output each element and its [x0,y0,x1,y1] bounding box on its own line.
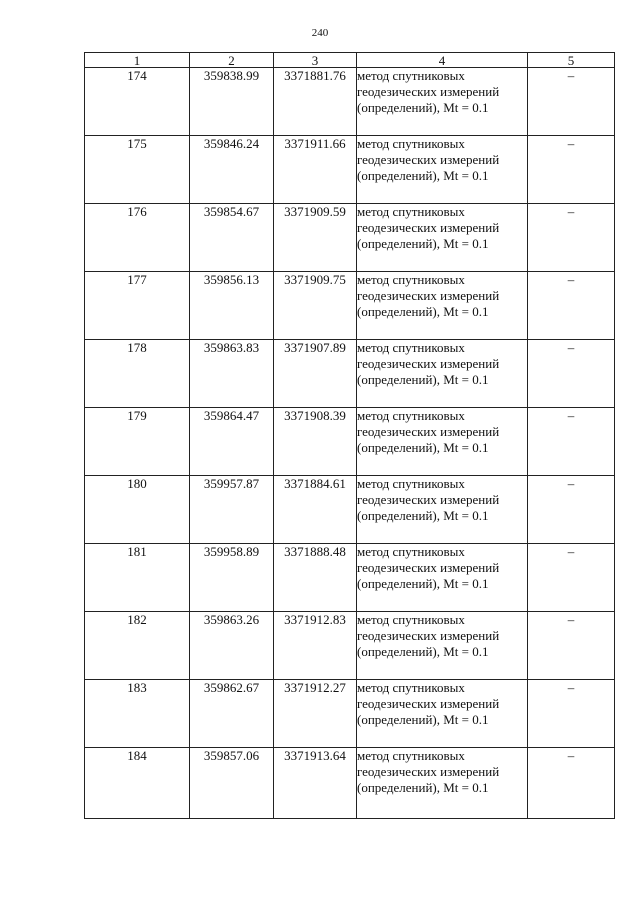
x-coordinate-cell: 359838.99 [190,68,274,136]
y-coordinate-cell: 3371888.48 [274,544,357,612]
header-col-3: 3 [274,53,357,68]
y-coordinate-cell: 3371913.64 [274,748,357,819]
table-row [85,476,615,544]
method-cell: метод спутниковых геодезических измерений (определений), Mt = 0.1 [357,408,528,476]
method-cell: метод спутниковых геодезических измерений (определений), Mt = 0.1 [357,204,528,272]
x-coordinate-cell: 359957.87 [190,476,274,544]
note-cell: – [528,612,615,680]
header-row [85,53,615,68]
table-row [85,68,615,136]
y-coordinate-cell: 3371881.76 [274,68,357,136]
y-coordinate-cell: 3371909.75 [274,272,357,340]
point-number-cell: 174 [85,68,190,136]
point-number-cell: 181 [85,544,190,612]
point-number-cell: 175 [85,136,190,204]
table-row [85,340,615,408]
method-cell: метод спутниковых геодезических измерений (определений), Mt = 0.1 [357,68,528,136]
x-coordinate-cell: 359857.06 [190,748,274,819]
table-row [85,408,615,476]
x-coordinate-cell: 359846.24 [190,136,274,204]
note-cell: – [528,272,615,340]
method-cell: метод спутниковых геодезических измерений (определений), Mt = 0.1 [357,136,528,204]
point-number-cell: 184 [85,748,190,819]
point-number-cell: 182 [85,612,190,680]
y-coordinate-cell: 3371908.39 [274,408,357,476]
note-cell: – [528,748,615,819]
point-number-cell: 176 [85,204,190,272]
table-row [85,136,615,204]
method-cell: метод спутниковых геодезических измерений (определений), Mt = 0.1 [357,340,528,408]
note-cell: – [528,476,615,544]
header-col-2: 2 [190,53,274,68]
y-coordinate-cell: 3371907.89 [274,340,357,408]
note-cell: – [528,136,615,204]
note-cell: – [528,680,615,748]
y-coordinate-cell: 3371911.66 [274,136,357,204]
page-number: 240 [311,27,329,39]
method-cell: метод спутниковых геодезических измерений (определений), Mt = 0.1 [357,612,528,680]
header-col-1: 1 [85,53,190,68]
x-coordinate-cell: 359856.13 [190,272,274,340]
table-body [85,68,615,819]
note-cell: – [528,544,615,612]
y-coordinate-cell: 3371912.27 [274,680,357,748]
table-row [85,748,615,819]
note-cell: – [528,340,615,408]
method-cell: метод спутниковых геодезических измерений (определений), Mt = 0.1 [357,748,528,819]
x-coordinate-cell: 359863.26 [190,612,274,680]
method-cell: метод спутниковых геодезических измерений (определений), Mt = 0.1 [357,476,528,544]
method-cell: метод спутниковых геодезических измерений (определений), Mt = 0.1 [357,544,528,612]
note-cell: – [528,408,615,476]
table-row [85,544,615,612]
x-coordinate-cell: 359864.47 [190,408,274,476]
y-coordinate-cell: 3371909.59 [274,204,357,272]
x-coordinate-cell: 359958.89 [190,544,274,612]
method-cell: метод спутниковых геодезических измерений (определений), Mt = 0.1 [357,680,528,748]
point-number-cell: 180 [85,476,190,544]
x-coordinate-cell: 359854.67 [190,204,274,272]
y-coordinate-cell: 3371884.61 [274,476,357,544]
method-cell: метод спутниковых геодезических измерений (определений), Mt = 0.1 [357,272,528,340]
table-row [85,204,615,272]
table-row [85,680,615,748]
header-col-4: 4 [357,53,528,68]
y-coordinate-cell: 3371912.83 [274,612,357,680]
x-coordinate-cell: 359863.83 [190,340,274,408]
table-row [85,612,615,680]
point-number-cell: 177 [85,272,190,340]
x-coordinate-cell: 359862.67 [190,680,274,748]
note-cell: – [528,204,615,272]
point-number-cell: 183 [85,680,190,748]
header-col-5: 5 [528,53,615,68]
coordinates-table [84,52,615,819]
point-number-cell: 178 [85,340,190,408]
point-number-cell: 179 [85,408,190,476]
table-row [85,272,615,340]
note-cell: – [528,68,615,136]
